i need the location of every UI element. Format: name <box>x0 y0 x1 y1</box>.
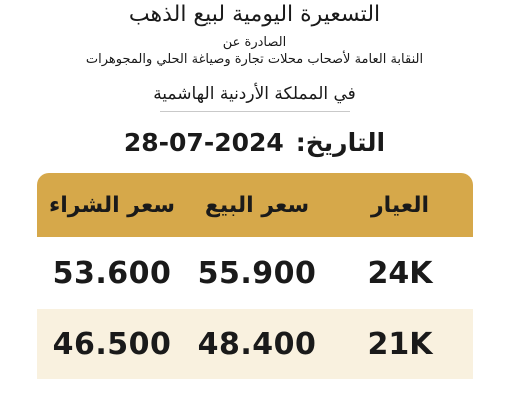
table-header-row <box>37 173 473 237</box>
sell-price-cell: 55.900 <box>197 255 317 291</box>
karat-cell: 21K <box>367 326 433 362</box>
table-row <box>37 237 473 309</box>
sell-price-cell: 48.400 <box>197 326 317 362</box>
column-header-sell-price: سعر البيع <box>204 192 310 218</box>
date-value: 28-07-2024 <box>123 128 284 157</box>
buy-price-cell: 46.500 <box>52 326 172 362</box>
price-table <box>37 173 473 405</box>
table-row-partial <box>37 379 473 405</box>
kingdom-name: في المملكة الأردنية الهاشمية <box>153 84 356 104</box>
divider <box>160 111 350 112</box>
column-header-karat: العيار <box>370 192 430 218</box>
date-label: التاريخ: <box>295 128 386 157</box>
date-line <box>0 127 509 159</box>
table-row <box>37 309 473 379</box>
union-name: النقابة العامة لأصحاب محلات تجارة وصياغة الحلي والمجوهرات <box>85 52 424 67</box>
karat-cell: 24K <box>367 255 433 291</box>
page-title: التسعيرة اليومية لبيع الذهب <box>128 2 381 27</box>
column-header-buy-price: سعر الشراء <box>48 192 176 218</box>
buy-price-cell: 53.600 <box>52 255 172 291</box>
issued-by-text: الصادرة عن <box>222 35 287 50</box>
